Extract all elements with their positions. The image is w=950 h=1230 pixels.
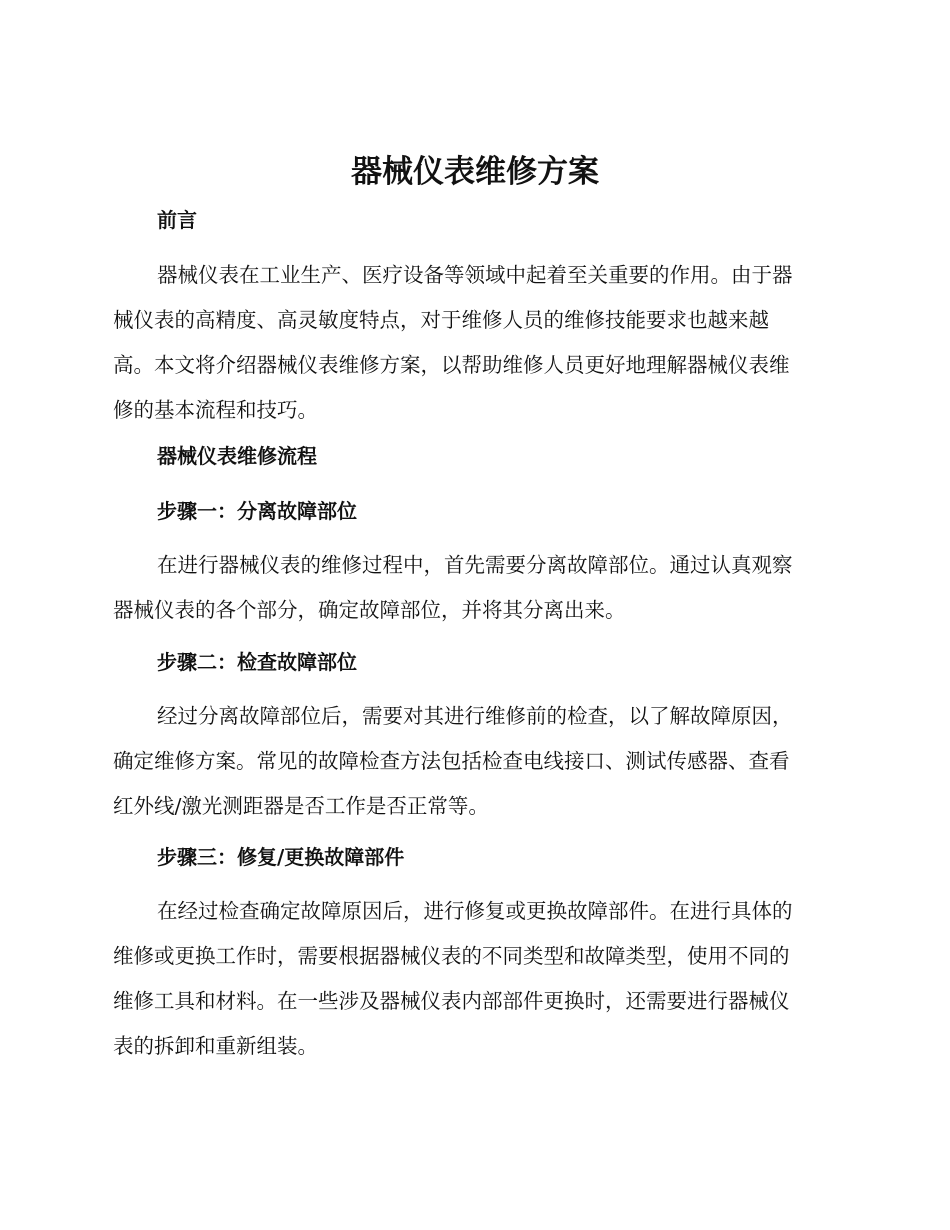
document-title: 器械仪表维修方案 bbox=[351, 154, 599, 190]
paragraph-line: 高。本文将介绍器械仪表维修方案，以帮助维修人员更好地理解器械仪表维 bbox=[113, 353, 790, 377]
paragraph-line: 器械仪表的各个部分，确定故障部位，并将其分离出来。 bbox=[113, 598, 626, 622]
paragraph-line: 器械仪表在工业生产、医疗设备等领域中起着至关重要的作用。由于器 bbox=[157, 263, 793, 287]
process-heading: 器械仪表维修流程 bbox=[157, 444, 317, 468]
paragraph-line: 维修工具和材料。在一些涉及器械仪表内部部件更换时，还需要进行器械仪 bbox=[113, 989, 790, 1013]
preface-heading: 前言 bbox=[157, 208, 197, 232]
step-1-heading: 步骤一：分离故障部位 bbox=[157, 499, 357, 523]
step-3-heading: 步骤三：修复/更换故障部件 bbox=[157, 845, 405, 869]
step-2-heading: 步骤二：检查故障部位 bbox=[157, 650, 357, 674]
paragraph-line: 在经过检查确定故障原因后，进行修复或更换故障部件。在进行具体的 bbox=[157, 899, 793, 923]
step-1-paragraph bbox=[113, 543, 831, 633]
paragraph-line: 表的拆卸和重新组装。 bbox=[113, 1034, 318, 1058]
paragraph-line: 修的基本流程和技巧。 bbox=[113, 398, 318, 422]
step-2-paragraph bbox=[113, 694, 831, 829]
paragraph-line: 确定维修方案。常见的故障检查方法包括检查电线接口、测试传感器、查看 bbox=[113, 749, 790, 773]
paragraph-line: 在进行器械仪表的维修过程中，首先需要分离故障部位。通过认真观察 bbox=[157, 553, 793, 577]
paragraph-line: 维修或更换工作时，需要根据器械仪表的不同类型和故障类型，使用不同的 bbox=[113, 944, 790, 968]
step-3-paragraph bbox=[113, 889, 831, 1069]
paragraph-line: 械仪表的高精度、高灵敏度特点，对于维修人员的维修技能要求也越来越 bbox=[113, 308, 769, 332]
preface-paragraph bbox=[113, 253, 831, 433]
paragraph-line: 红外线/激光测距器是否工作是否正常等。 bbox=[113, 794, 489, 818]
paragraph-line: 经过分离故障部位后，需要对其进行维修前的检查，以了解故障原因， bbox=[157, 704, 793, 728]
